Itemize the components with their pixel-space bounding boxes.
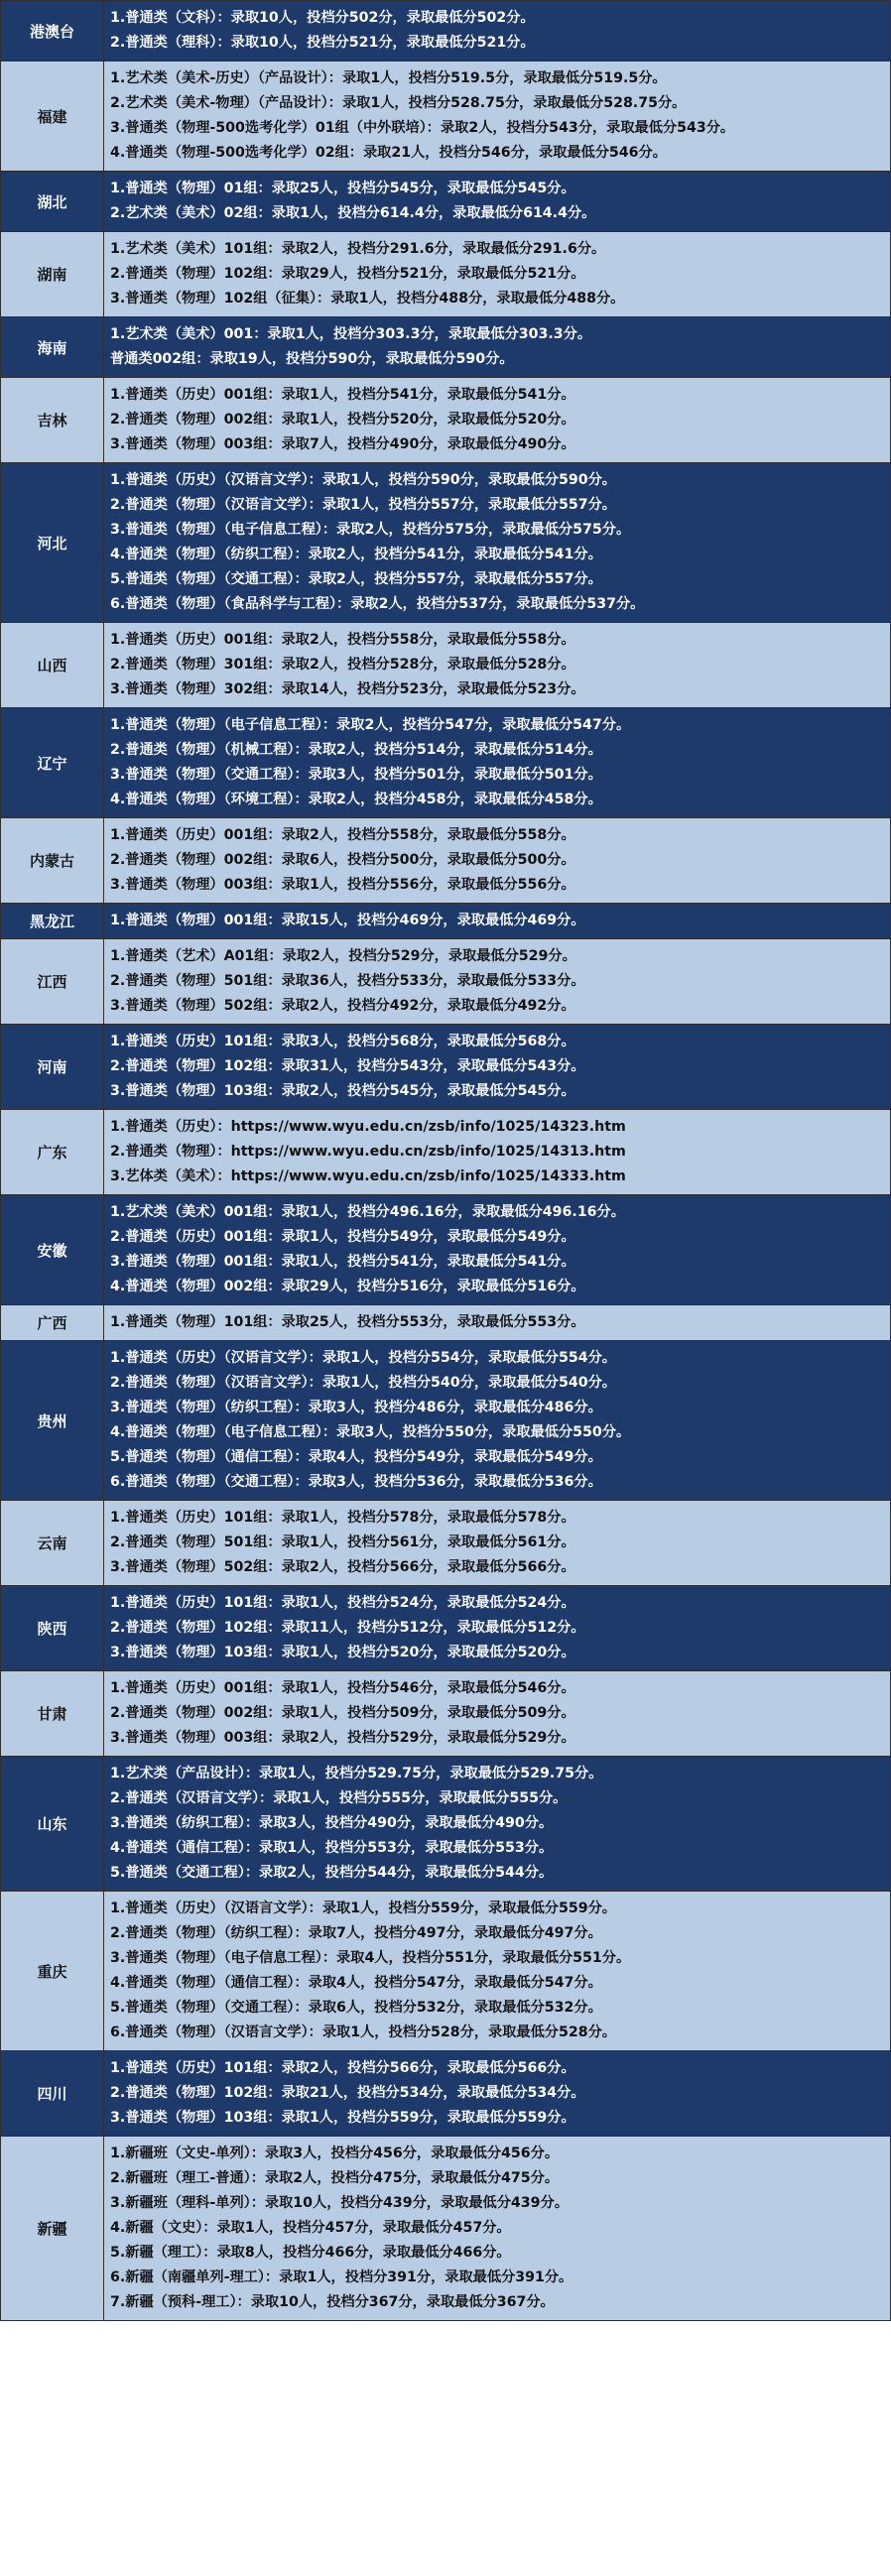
admission-line: 1.艺术类（美术）001组：录取1人，投档分496.16分，录取最低分496.16分。: [110, 1204, 625, 1220]
admission-line: 5.普通类（物理）（交通工程）：录取2人，投档分557分，录取最低分557分。: [110, 571, 602, 587]
admission-info-cell: [104, 1586, 891, 1671]
admission-line: 2.普通类（物理）102组：录取31人，投档分543分，录取最低分543分。: [110, 1058, 585, 1074]
region-cell: 辽宁: [1, 708, 104, 818]
admission-line: 2.普通类（物理）002组：录取1人，投档分509分，录取最低分509分。: [110, 1705, 575, 1721]
admission-line: 3.普通类（物理）（交通工程）：录取3人，投档分501分，录取最低分501分。: [110, 767, 602, 783]
admission-info-cell: [104, 232, 891, 317]
admission-line: 1.普通类（历史）：https://www.wyu.edu.cn/zsb/info/1025/14323.htm: [110, 1119, 626, 1135]
region-cell: 四川: [1, 2051, 104, 2137]
region-cell: 新疆: [1, 2137, 104, 2321]
admission-line: 2.普通类（汉语言文学）：录取1人，投档分555分，录取最低分555分。: [110, 1790, 568, 1806]
admission-line: 1.普通类（历史）（汉语言文学）：录取1人，投档分559分，录取最低分559分。: [110, 1901, 616, 1916]
region-cell: 河南: [1, 1025, 104, 1110]
region-cell: 内蒙古: [1, 818, 104, 904]
admission-line: 2.普通类（物理）（汉语言文学）：录取1人，投档分540分，录取最低分540分。: [110, 1375, 616, 1391]
table-row: [1, 818, 891, 904]
admission-info-cell: [104, 1110, 891, 1195]
table-row: [1, 708, 891, 818]
table-row: [1, 904, 891, 939]
admission-line: 2.普通类（物理）102组：录取29人，投档分521分，录取最低分521分。: [110, 266, 585, 282]
admission-line: 5.普通类（物理）（交通工程）：录取6人，投档分532分，录取最低分532分。: [110, 2000, 602, 2016]
admission-line: 3.普通类（物理）003组：录取7人，投档分490分，录取最低分490分。: [110, 436, 575, 452]
admission-info-cell: [104, 172, 891, 232]
admission-info-cell: [104, 2051, 891, 2137]
admission-line: 2.普通类（物理）102组：录取11人，投档分512分，录取最低分512分。: [110, 1620, 585, 1636]
admission-info-cell: [104, 1757, 891, 1892]
admission-line: 1.普通类（历史）001组：录取2人，投档分558分，录取最低分558分。: [110, 827, 575, 843]
admission-line: 3.普通类（物理）103组：录取1人，投档分520分，录取最低分520分。: [110, 1645, 575, 1660]
admission-line: 5.普通类（物理）（通信工程）：录取4人，投档分549分，录取最低分549分。: [110, 1449, 602, 1465]
admission-line: 1.普通类（艺术）A01组：录取2人，投档分529分，录取最低分529分。: [110, 948, 576, 964]
table-row: [1, 1195, 891, 1305]
region-cell: 福建: [1, 61, 104, 172]
admission-line: 1.普通类（文科）：录取10人，投档分502分，录取最低分502分。: [110, 10, 535, 26]
table-row: [1, 623, 891, 708]
admission-line: 2.普通类（物理）002组：录取6人，投档分500分，录取最低分500分。: [110, 852, 575, 868]
admission-line: 2.普通类（物理）（纺织工程）：录取7人，投档分497分，录取最低分497分。: [110, 1925, 602, 1941]
admission-line: 7.新疆（预科-理工）：录取10人，投档分367分，录取最低分367分。: [110, 2294, 555, 2310]
admission-line: 3.普通类（物理-500选考化学）01组（中外联培）：录取2人，投档分543分，录取最低分543分。: [110, 120, 735, 136]
table-row: [1, 1671, 891, 1757]
admission-line: 2.艺术类（美术）02组：录取1人，投档分614.4分，录取最低分614.4分。: [110, 205, 596, 221]
region-cell: 广西: [1, 1305, 104, 1341]
admission-line: 2.新疆班（理工-普通）：录取2人，投档分475分，录取最低分475分。: [110, 2170, 560, 2186]
admission-info-cell: [104, 463, 891, 623]
admission-line: 1.普通类（历史）001组：录取1人，投档分541分，录取最低分541分。: [110, 387, 575, 403]
admission-line: 4.普通类（物理）002组：录取29人，投档分516分，录取最低分516分。: [110, 1279, 585, 1294]
admission-line: 5.普通类（交通工程）：录取2人，投档分544分，录取最低分544分。: [110, 1865, 554, 1881]
admission-line: 3.普通类（物理）502组：录取2人，投档分492分，录取最低分492分。: [110, 998, 575, 1014]
admission-info-cell: [104, 939, 891, 1025]
region-cell: 广东: [1, 1110, 104, 1195]
table-row: [1, 232, 891, 317]
admission-line: 3.普通类（物理）103组：录取2人，投档分545分，录取最低分545分。: [110, 1083, 575, 1099]
admission-line: 1.普通类（物理）001组：录取15人，投档分469分，录取最低分469分。: [110, 913, 585, 928]
admission-info-cell: [104, 708, 891, 818]
region-cell: 港澳台: [1, 1, 104, 61]
region-cell: 陕西: [1, 1586, 104, 1671]
admission-info-cell: [104, 2137, 891, 2321]
table-row: [1, 1025, 891, 1110]
admission-line: 3.普通类（物理）（纺织工程）：录取3人，投档分486分，录取最低分486分。: [110, 1400, 602, 1415]
admission-line: 2.普通类（物理）002组：录取1人，投档分520分，录取最低分520分。: [110, 412, 575, 428]
admission-line: 1.艺术类（产品设计）：录取1人，投档分529.75分，录取最低分529.75分。: [110, 1766, 603, 1781]
admission-line: 2.普通类（物理）301组：录取2人，投档分528分，录取最低分528分。: [110, 657, 575, 673]
region-cell: 重庆: [1, 1892, 104, 2051]
admission-line: 2.普通类（物理）（机械工程）：录取2人，投档分514分，录取最低分514分。: [110, 742, 602, 758]
admission-info-cell: [104, 623, 891, 708]
admission-info-cell: [104, 818, 891, 904]
admission-line: 1.普通类（历史）101组：录取1人，投档分578分，录取最低分578分。: [110, 1510, 575, 1526]
region-cell: 贵州: [1, 1341, 104, 1501]
admission-line: 1.普通类（历史）001组：录取2人，投档分558分，录取最低分558分。: [110, 632, 575, 648]
table-body: [1, 1, 891, 2321]
admission-line: 3.普通类（物理）（电子信息工程）：录取4人，投档分551分，录取最低分551分。: [110, 1950, 631, 1966]
admission-info-cell: [104, 317, 891, 378]
region-cell: 江西: [1, 939, 104, 1025]
admission-line: 1.普通类（历史）101组：录取3人，投档分568分，录取最低分568分。: [110, 1034, 575, 1049]
table-row: [1, 61, 891, 172]
admission-line: 4.普通类（物理）（环境工程）：录取2人，投档分458分，录取最低分458分。: [110, 792, 602, 807]
admission-line: 5.新疆（理工）：录取8人，投档分466分，录取最低分466分。: [110, 2245, 511, 2261]
region-cell: 山东: [1, 1757, 104, 1892]
table-row: [1, 463, 891, 623]
table-row: [1, 2051, 891, 2137]
region-cell: 安徽: [1, 1195, 104, 1305]
admission-info-cell: [104, 378, 891, 463]
admission-line: 3.普通类（物理）502组：录取2人，投档分566分，录取最低分566分。: [110, 1559, 575, 1575]
admission-line: 6.普通类（物理）（汉语言文学）：录取1人，投档分528分，录取最低分528分。: [110, 2024, 616, 2040]
admission-line: 2.普通类（历史）001组：录取1人，投档分549分，录取最低分549分。: [110, 1229, 575, 1245]
table-row: [1, 1892, 891, 2051]
admission-line: 4.普通类（物理）（通信工程）：录取4人，投档分547分，录取最低分547分。: [110, 1975, 602, 1991]
admission-info-cell: [104, 1501, 891, 1586]
region-cell: 山西: [1, 623, 104, 708]
admission-line: 1.艺术类（美术）001：录取1人，投档分303.3分，录取最低分303.3分。: [110, 326, 592, 342]
table-row: [1, 172, 891, 232]
admission-line: 3.普通类（物理）302组：录取14人，投档分523分，录取最低分523分。: [110, 681, 585, 697]
region-cell: 海南: [1, 317, 104, 378]
region-cell: 湖南: [1, 232, 104, 317]
table-row: [1, 1586, 891, 1671]
region-cell: 云南: [1, 1501, 104, 1586]
admission-line: 2.普通类（物理）501组：录取1人，投档分561分，录取最低分561分。: [110, 1534, 575, 1550]
admission-info-cell: [104, 61, 891, 172]
admission-info-cell: [104, 1025, 891, 1110]
admission-info-cell: [104, 1671, 891, 1757]
admission-line: 1.艺术类（美术）101组：录取2人，投档分291.6分，录取最低分291.6分。: [110, 241, 606, 257]
table-row: [1, 317, 891, 378]
admission-line: 2.普通类（物理）（汉语言文学）：录取1人，投档分557分，录取最低分557分。: [110, 497, 616, 513]
table-row: [1, 1110, 891, 1195]
admission-line: 普通类002组：录取19人，投档分590分，录取最低分590分。: [110, 351, 514, 367]
admission-line: 4.普通类（物理）（电子信息工程）：录取3人，投档分550分，录取最低分550分。: [110, 1424, 631, 1440]
admission-line: 1.普通类（历史）101组：录取1人，投档分524分，录取最低分524分。: [110, 1595, 575, 1611]
admission-line: 3.普通类（纺织工程）：录取3人，投档分490分，录取最低分490分。: [110, 1815, 554, 1831]
admission-line: 2.普通类（物理）501组：录取36人，投档分533分，录取最低分533分。: [110, 973, 585, 989]
admission-info-cell: [104, 904, 891, 939]
table-row: [1, 1341, 891, 1501]
admission-info-cell: [104, 1195, 891, 1305]
table-row: [1, 1305, 891, 1341]
table-row: [1, 378, 891, 463]
admission-line: 1.普通类（历史）101组：录取2人，投档分566分，录取最低分566分。: [110, 2060, 575, 2076]
admission-line: 4.普通类（物理-500选考化学）02组：录取21人，投档分546分，录取最低分546分。: [110, 145, 667, 161]
admission-line: 3.普通类（物理）001组：录取1人，投档分541分，录取最低分541分。: [110, 1254, 575, 1270]
admission-line: 1.艺术类（美术-历史）（产品设计）：录取1人，投档分519.5分，录取最低分519.5分。: [110, 70, 667, 86]
admission-line: 3.普通类（物理）102组（征集）：录取1人，投档分488分，录取最低分488分。: [110, 291, 625, 307]
admission-line: 1.普通类（历史）（汉语言文学）：录取1人，投档分554分，录取最低分554分。: [110, 1350, 616, 1366]
admission-line: 4.新疆（文史）：录取1人，投档分457分，录取最低分457分。: [110, 2220, 511, 2236]
table-row: [1, 2137, 891, 2321]
admission-line: 2.普通类（物理）：https://www.wyu.edu.cn/zsb/info/1025/14313.htm: [110, 1144, 626, 1160]
admission-info-cell: [104, 1, 891, 61]
admission-info-cell: [104, 1892, 891, 2051]
admission-line: 1.新疆班（文史-单列）：录取3人，投档分456分，录取最低分456分。: [110, 2146, 560, 2161]
admission-line: 1.普通类（历史）（汉语言文学）：录取1人，投档分590分，录取最低分590分。: [110, 472, 616, 488]
admission-line: 3.新疆班（理科-单列）：录取10人，投档分439分，录取最低分439分。: [110, 2195, 569, 2211]
admission-line: 1.普通类（历史）001组：录取1人，投档分546分，录取最低分546分。: [110, 1680, 575, 1696]
admission-line: 2.艺术类（美术-物理）（产品设计）：录取1人，投档分528.75分，录取最低分528.75分。: [110, 95, 687, 111]
admission-line: 1.普通类（物理）01组：录取25人，投档分545分，录取最低分545分。: [110, 181, 575, 196]
admission-line: 6.普通类（物理）（食品科学与工程）：录取2人，投档分537分，录取最低分537分。: [110, 596, 645, 612]
admission-info-cell: [104, 1341, 891, 1501]
region-cell: 吉林: [1, 378, 104, 463]
admission-line: 2.普通类（物理）102组：录取21人，投档分534分，录取最低分534分。: [110, 2085, 585, 2101]
region-cell: 河北: [1, 463, 104, 623]
admission-line: 2.普通类（理科）：录取10人，投档分521分，录取最低分521分。: [110, 35, 535, 51]
table-row: [1, 939, 891, 1025]
admission-line: 1.普通类（物理）101组：录取25人，投档分553分，录取最低分553分。: [110, 1314, 585, 1330]
admission-line: 4.普通类（通信工程）：录取1人，投档分553分，录取最低分553分。: [110, 1840, 554, 1856]
table-row: [1, 1757, 891, 1892]
admission-line: 6.普通类（物理）（交通工程）：录取3人，投档分536分，录取最低分536分。: [110, 1474, 602, 1490]
admission-line: 3.艺体类（美术）：https://www.wyu.edu.cn/zsb/info/1025/14333.htm: [110, 1168, 626, 1184]
admission-line: 1.普通类（物理）（电子信息工程）：录取2人，投档分547分，录取最低分547分。: [110, 717, 631, 733]
admission-line: 3.普通类（物理）003组：录取1人，投档分556分，录取最低分556分。: [110, 877, 575, 893]
table-row: [1, 1501, 891, 1586]
region-cell: 黑龙江: [1, 904, 104, 939]
admission-line: 3.普通类（物理）003组：录取2人，投档分529分，录取最低分529分。: [110, 1730, 575, 1746]
table-row: [1, 1, 891, 61]
admission-line: 3.普通类（物理）103组：录取1人，投档分559分，录取最低分559分。: [110, 2110, 575, 2126]
admission-line: 6.新疆（南疆单列-理工）：录取1人，投档分391分，录取最低分391分。: [110, 2269, 573, 2285]
admission-info-cell: [104, 1305, 891, 1341]
region-cell: 湖北: [1, 172, 104, 232]
admission-line: 4.普通类（物理）（纺织工程）：录取2人，投档分541分，录取最低分541分。: [110, 547, 602, 562]
admission-line: 3.普通类（物理）（电子信息工程）：录取2人，投档分575分，录取最低分575分。: [110, 522, 631, 538]
region-cell: 甘肃: [1, 1671, 104, 1757]
